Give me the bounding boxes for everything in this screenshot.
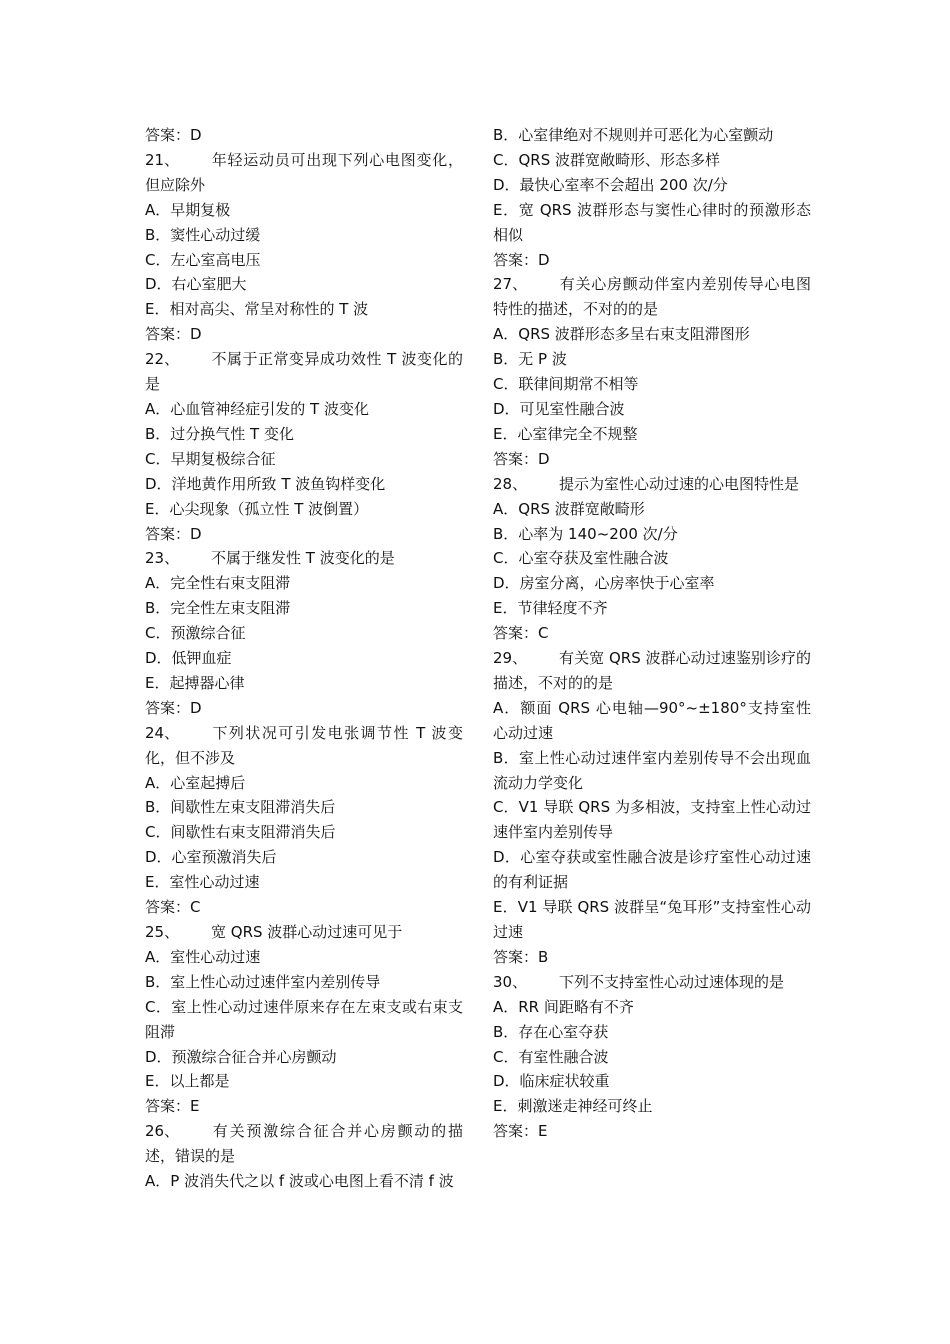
answer-line: 答案：D	[145, 126, 202, 144]
option-line: E．节律轻度不齐	[493, 599, 608, 618]
option-line: D．预激综合征合并心房颤动	[145, 1047, 337, 1066]
answer-line: 答案：E	[493, 1122, 548, 1141]
question-text: 有关宽 QRS 波群心动过速鉴别诊疗的描述，不对的的是	[493, 649, 811, 692]
option-line: C．间歇性右束支阻滞消失后	[145, 823, 336, 842]
option-line: D．低钾血症	[145, 649, 232, 668]
option-line: A．室性心动过速	[145, 947, 261, 966]
left-column	[145, 123, 463, 1194]
answer-line: 答案：D	[493, 250, 550, 269]
option-line: B．间歇性左束支阻滞消失后	[145, 798, 336, 817]
option-line: E．心尖现象（孤立性 T 波倒置）	[145, 499, 369, 518]
option-line: C．早期复极综合征	[145, 449, 276, 468]
question-stem	[145, 721, 463, 771]
question-text: 宽 QRS 波群心动过速可见于	[211, 923, 403, 941]
question-stem	[493, 970, 811, 995]
option-line: C．联律间期常不相等	[493, 375, 639, 394]
question-number: 28、	[493, 474, 528, 493]
option-line: A．心血管神经症引发的 T 波变化	[145, 399, 369, 418]
question-text: 下列状况可引发电张调节性 T 波变化，但不涉及	[145, 723, 463, 767]
question-stem	[145, 148, 463, 198]
option-line: D．房室分离，心房率快于心室率	[493, 574, 715, 593]
option-line: D．可见室性融合波	[493, 399, 625, 418]
option-line: D．右心室肥大	[145, 275, 247, 294]
answer-line: 答案：D	[145, 325, 202, 344]
answer-line: 答案：E	[145, 1097, 200, 1116]
question-number: 25、	[145, 923, 180, 941]
option-line: B．过分换气性 T 变化	[145, 424, 294, 443]
answer-line: 答案：B	[493, 947, 549, 966]
option-line: B．室上性心动过速伴室内差别传导	[145, 972, 381, 991]
option-line: C．有室性融合波	[493, 1047, 609, 1066]
option-line: E．刺激迷走神经可终止	[493, 1097, 653, 1116]
question-stem	[145, 920, 463, 945]
option-line: B．心率为 140~200 次/分	[493, 524, 678, 543]
option-line: B．完全性左束支阻滞	[145, 599, 291, 618]
answer-line: 答案：D	[145, 698, 202, 717]
right-column	[493, 123, 811, 1144]
option-line: C．室上性心动过速伴原来存在左束支或右束支阻滞	[145, 997, 463, 1041]
option-line: E．V1 导联 QRS 波群呈“兔耳形”支持室性心动过速	[493, 898, 811, 941]
option-line: E．起搏器心律	[145, 673, 245, 692]
option-line: C．QRS 波群宽敞畸形、形态多样	[493, 150, 720, 169]
question-number: 22、	[145, 350, 180, 369]
question-text: 有关预激综合征合并心房颤动的描述，错误的是	[145, 1122, 463, 1166]
question-number: 24、	[145, 723, 180, 742]
option-line: A．RR 间距略有不齐	[493, 997, 634, 1016]
option-line: A．心室起搏后	[145, 773, 246, 792]
question-stem	[145, 347, 463, 397]
answer-line: 答案：D	[493, 449, 550, 468]
question-text: 年轻运动员可出现下列心电图变化，但应除外	[145, 150, 463, 194]
question-stem	[145, 1119, 463, 1169]
question-stem	[145, 546, 463, 571]
question-text: 不属于继发性 T 波变化的是	[211, 549, 395, 568]
option-line: D．心室夺获或室性融合波是诊疗室性心动过速的有利证据	[493, 848, 811, 892]
option-line: E．以上都是	[145, 1072, 230, 1091]
option-line: E．宽 QRS 波群形态与窦性心律时的预激形态相似	[493, 200, 811, 244]
answer-line: 答案：D	[145, 524, 202, 543]
question-number: 23、	[145, 549, 180, 568]
option-line: B．存在心室夺获	[493, 1022, 609, 1041]
option-line: C．心室夺获及室性融合波	[493, 549, 669, 568]
option-line: B．心室律绝对不规则并可恶化为心室颤动	[493, 126, 774, 144]
question-stem	[493, 272, 811, 322]
option-line: E．室性心动过速	[145, 873, 260, 892]
question-number: 30、	[493, 972, 528, 991]
option-line: A．P 波消失代之以 f 波或心电图上看不清 f 波	[145, 1172, 454, 1191]
option-line: B．室上性心动过速伴室内差别传导不会出现血流动力学变化	[493, 748, 811, 792]
option-line: D．最快心室率不会超出 200 次/分	[493, 175, 728, 194]
question-text: 不属于正常变异成功效性 T 波变化的是	[145, 350, 463, 394]
question-number: 21、	[145, 150, 180, 169]
option-line: B．无 P 波	[493, 350, 567, 369]
question-number: 29、	[493, 649, 528, 668]
option-line: C．预激综合征	[145, 624, 246, 643]
option-line: E．相对高尖、常呈对称性的 T 波	[145, 300, 369, 319]
option-line: A．额面 QRS 心电轴—90°~±180°支持室性心动过速	[493, 698, 811, 742]
option-line: D．洋地黄作用所致 T 波鱼钩样变化	[145, 474, 386, 493]
option-line: C．V1 导联 QRS 为多相波，支持室上性心动过速伴室内差别传导	[493, 798, 811, 842]
question-text: 提示为室性心动过速的心电图特性是	[559, 474, 800, 493]
question-text: 下列不支持室性心动过速体现的是	[559, 972, 785, 991]
option-line: D．临床症状较重	[493, 1072, 610, 1091]
option-line: A．QRS 波群宽敞畸形	[493, 499, 645, 518]
answer-line: 答案：C	[493, 624, 549, 643]
question-text: 有关心房颤动伴室内差别传导心电图特性的描述，不对的的是	[493, 275, 811, 319]
option-line: A．早期复极	[145, 200, 231, 219]
option-line: C．左心室高电压	[145, 250, 261, 269]
question-stem	[493, 472, 811, 497]
option-line: E．心室律完全不规整	[493, 424, 638, 443]
option-line: B．窦性心动过缓	[145, 225, 261, 244]
answer-line: 答案：C	[145, 898, 201, 917]
option-line: A．QRS 波群形态多呈右束支阻滞图形	[493, 325, 750, 344]
option-line: D．心室预激消失后	[145, 848, 277, 867]
option-line: A．完全性右束支阻滞	[145, 574, 291, 593]
question-number: 26、	[145, 1122, 180, 1141]
question-stem	[493, 646, 811, 696]
question-number: 27、	[493, 275, 528, 294]
